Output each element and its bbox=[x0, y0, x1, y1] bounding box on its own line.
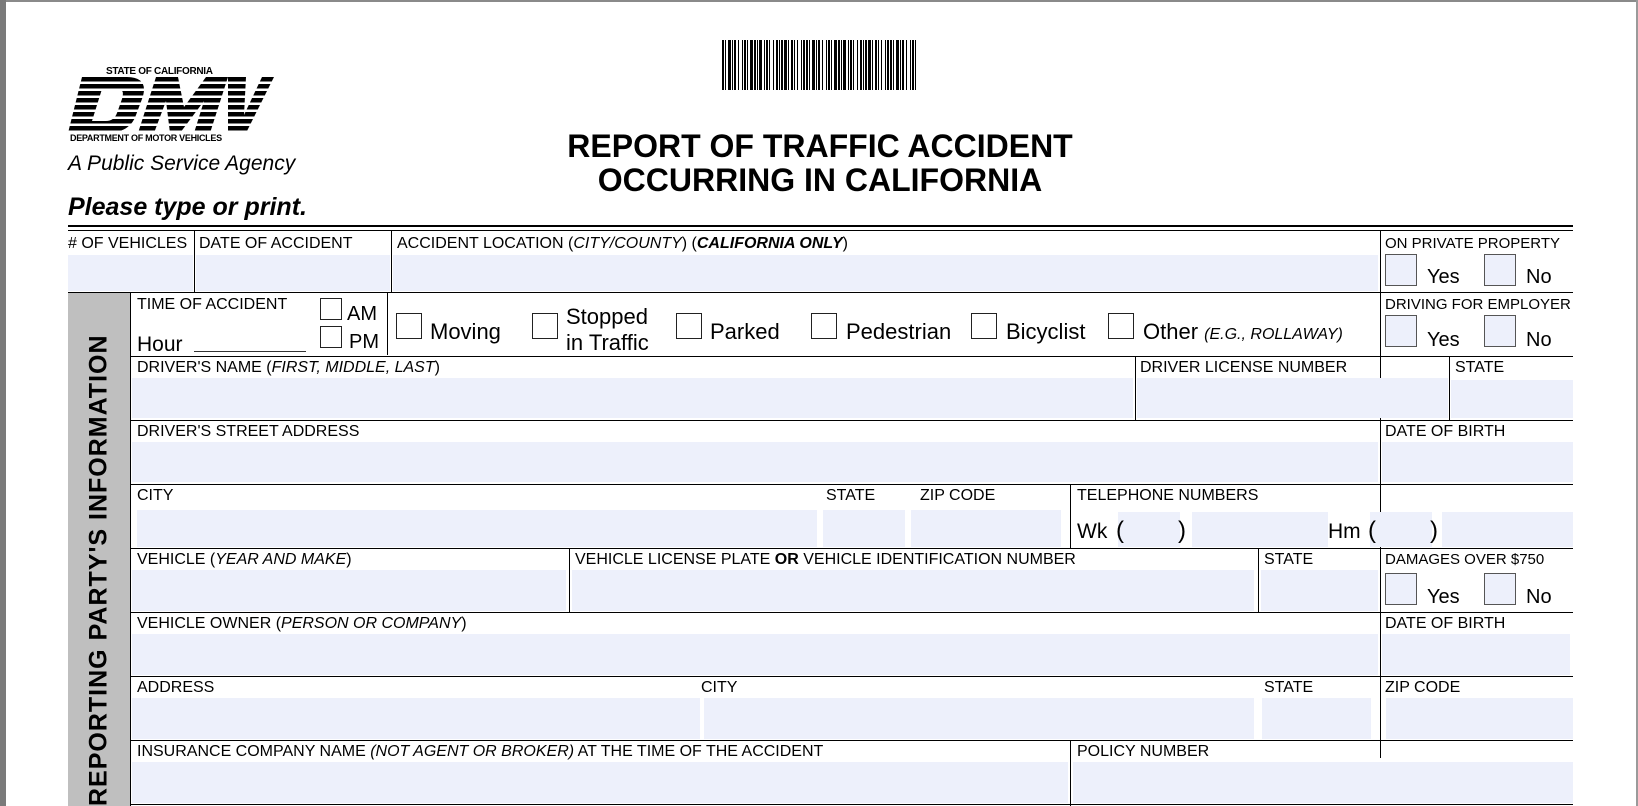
agency-tagline: A Public Service Agency bbox=[68, 152, 296, 175]
barcode-bar bbox=[890, 40, 892, 90]
street-address-label: DRIVER'S STREET ADDRESS bbox=[137, 423, 360, 440]
accident-location-label: ACCIDENT LOCATION (CITY/COUNTY) (CALIFORNIA ONLY) bbox=[397, 235, 848, 252]
driving-for-employer-yes-label: Yes bbox=[1427, 329, 1460, 351]
barcode-bar bbox=[834, 40, 837, 90]
divider bbox=[130, 804, 1573, 805]
drivers-name-field[interactable] bbox=[132, 378, 1133, 418]
barcode-bar bbox=[831, 40, 832, 90]
barcode-bar bbox=[843, 40, 846, 90]
owner-zip-field[interactable] bbox=[1386, 698, 1573, 739]
damages-yes-checkbox[interactable] bbox=[1385, 573, 1417, 605]
barcode-bar bbox=[828, 40, 830, 90]
work-phone-area-code-field[interactable] bbox=[1118, 512, 1180, 547]
vehicle-owner-field[interactable] bbox=[132, 634, 1378, 675]
barcode-bar bbox=[747, 40, 748, 90]
driver-dob-field[interactable] bbox=[1382, 442, 1573, 482]
barcode-bar bbox=[850, 40, 852, 90]
home-area-close-paren: ) bbox=[1430, 517, 1438, 544]
owner-dob-field[interactable] bbox=[1382, 634, 1570, 675]
private-property-no-checkbox[interactable] bbox=[1484, 254, 1516, 286]
owner-address-label: ADDRESS bbox=[137, 679, 215, 696]
divider bbox=[130, 293, 131, 806]
divider bbox=[130, 484, 1573, 485]
barcode-bar bbox=[809, 40, 810, 90]
parked-label: Parked bbox=[710, 319, 780, 344]
owner-zip-label: ZIP CODE bbox=[1385, 679, 1461, 696]
street-address-field[interactable] bbox=[132, 442, 1378, 482]
barcode-bar bbox=[766, 40, 768, 90]
barcode-bar bbox=[776, 40, 778, 90]
driver-license-number-label: DRIVER LICENSE NUMBER bbox=[1140, 359, 1348, 376]
barcode-bar bbox=[878, 40, 879, 90]
barcode-bar bbox=[906, 40, 907, 90]
barcode-bar bbox=[738, 40, 739, 90]
policy-number-field[interactable] bbox=[1073, 762, 1573, 803]
divider bbox=[130, 612, 1573, 613]
license-state-field[interactable] bbox=[1451, 380, 1573, 418]
date-of-accident-label: DATE OF ACCIDENT bbox=[199, 235, 353, 252]
barcode-bar bbox=[826, 40, 827, 90]
divider bbox=[130, 548, 1573, 549]
pm-checkbox[interactable] bbox=[320, 326, 342, 348]
barcode-bar bbox=[759, 40, 762, 90]
drivers-name-label: DRIVER'S NAME (FIRST, MIDDLE, LAST) bbox=[137, 359, 440, 376]
header-rule-bottom bbox=[68, 230, 1573, 231]
owner-city-field[interactable] bbox=[704, 698, 1254, 739]
moving-label: Moving bbox=[430, 319, 501, 344]
barcode-bar bbox=[816, 40, 817, 90]
form-instruction: Please type or print. bbox=[68, 193, 307, 221]
barcode-bar bbox=[806, 40, 808, 90]
insurance-company-label: INSURANCE COMPANY NAME (NOT AGENT OR BROKER) AT THE TIME OF THE ACCIDENT bbox=[137, 743, 824, 760]
barcode-bar bbox=[801, 40, 802, 90]
barcode-bar bbox=[910, 40, 911, 90]
barcode-bar bbox=[868, 40, 871, 90]
barcode-bar bbox=[857, 40, 858, 90]
work-phone-number-field[interactable] bbox=[1192, 512, 1328, 547]
divider bbox=[1380, 231, 1381, 758]
driver-city-label: CITY bbox=[137, 487, 174, 504]
form-title-line2: OCCURRING IN CALIFORNIA bbox=[597, 162, 1043, 198]
barcode-bar bbox=[750, 40, 753, 90]
barcode-bar bbox=[838, 40, 840, 90]
divider bbox=[569, 549, 570, 613]
barcode-bar bbox=[902, 40, 904, 90]
driver-license-number-field[interactable] bbox=[1137, 378, 1448, 418]
date-of-accident-field[interactable] bbox=[196, 255, 390, 291]
logo-department-text: DEPARTMENT OF MOTOR VEHICLES bbox=[70, 133, 222, 143]
divider bbox=[391, 231, 392, 293]
driver-zip-field[interactable] bbox=[911, 510, 1061, 547]
divider bbox=[1135, 357, 1136, 420]
barcode-bar bbox=[788, 40, 789, 90]
barcode-bar bbox=[734, 40, 736, 90]
owner-dob-label: DATE OF BIRTH bbox=[1385, 615, 1506, 632]
vehicle-year-make-label: VEHICLE (YEAR AND MAKE) bbox=[137, 551, 352, 568]
vehicle-state-label: STATE bbox=[1264, 551, 1314, 568]
work-area-close-paren: ) bbox=[1178, 517, 1186, 544]
divider bbox=[1070, 485, 1071, 548]
license-state-label: STATE bbox=[1455, 359, 1505, 376]
driver-zip-label: ZIP CODE bbox=[920, 487, 996, 504]
driver-state-label: STATE bbox=[826, 487, 876, 504]
barcode-bar bbox=[893, 40, 894, 90]
divider bbox=[130, 356, 1573, 357]
damages-no-label: No bbox=[1526, 586, 1552, 608]
barcode-bar bbox=[900, 40, 901, 90]
barcode-bar bbox=[818, 40, 820, 90]
private-property-no-label: No bbox=[1526, 266, 1552, 288]
barcode-bar bbox=[822, 40, 823, 90]
barcode-bar bbox=[812, 40, 815, 90]
barcode-bar bbox=[912, 40, 914, 90]
barcode-icon bbox=[722, 40, 918, 90]
barcode-bar bbox=[803, 40, 805, 90]
policy-number-label: POLICY NUMBER bbox=[1077, 743, 1210, 760]
window-top-border bbox=[0, 0, 1638, 2]
private-property-label: ON PRIVATE PROPERTY bbox=[1385, 235, 1561, 252]
form-title-line1: REPORT OF TRAFFIC ACCIDENT bbox=[567, 128, 1073, 164]
divider bbox=[1258, 549, 1259, 613]
driver-dob-label: DATE OF BIRTH bbox=[1385, 423, 1506, 440]
damages-yes-label: Yes bbox=[1427, 586, 1460, 608]
barcode-bar bbox=[791, 40, 793, 90]
barcode-bar bbox=[757, 40, 758, 90]
home-phone-label: Hm bbox=[1328, 520, 1361, 543]
home-phone-number-field[interactable] bbox=[1442, 512, 1573, 547]
owner-state-field[interactable] bbox=[1262, 698, 1371, 739]
driver-state-field[interactable] bbox=[823, 510, 905, 547]
barcode-bar bbox=[875, 40, 877, 90]
num-vehicles-label: # OF VEHICLES bbox=[68, 235, 188, 252]
telephone-numbers-label: TELEPHONE NUMBERS bbox=[1077, 487, 1259, 504]
header-rule-top bbox=[68, 225, 1573, 227]
barcode-bar bbox=[881, 40, 882, 90]
other-label: Other (E.G., ROLLAWAY) bbox=[1143, 319, 1343, 344]
pedestrian-label: Pedestrian bbox=[846, 319, 952, 344]
divider bbox=[1449, 357, 1450, 420]
barcode-bar bbox=[742, 40, 743, 90]
stopped-in-traffic-label: Stopped in Traffic bbox=[566, 304, 649, 355]
barcode-bar bbox=[853, 40, 854, 90]
window-left-border bbox=[0, 0, 6, 806]
form-title bbox=[520, 129, 1120, 197]
parked-checkbox[interactable] bbox=[676, 313, 702, 339]
private-property-yes-label: Yes bbox=[1427, 266, 1460, 288]
driving-for-employer-yes-checkbox[interactable] bbox=[1385, 315, 1417, 347]
insurance-company-field[interactable] bbox=[132, 762, 1068, 803]
vehicle-plate-vin-label: VEHICLE LICENSE PLATE OR VEHICLE IDENTIFICATION NUMBER bbox=[575, 551, 1076, 568]
divider bbox=[387, 293, 388, 355]
barcode-bar bbox=[722, 40, 724, 90]
am-label: AM bbox=[347, 303, 377, 325]
barcode-bar bbox=[744, 40, 746, 90]
home-area-open-paren: ( bbox=[1368, 517, 1376, 544]
barcode-bar bbox=[773, 40, 774, 90]
barcode-bar bbox=[764, 40, 765, 90]
accident-location-field[interactable] bbox=[393, 255, 1378, 291]
divider bbox=[1070, 741, 1071, 806]
barcode-bar bbox=[797, 40, 798, 90]
divider bbox=[130, 676, 1573, 677]
barcode-bar bbox=[784, 40, 787, 90]
driving-for-employer-no-label: No bbox=[1526, 329, 1552, 351]
other-checkbox[interactable] bbox=[1108, 313, 1134, 339]
home-phone-area-code-field[interactable] bbox=[1370, 512, 1432, 547]
damages-over-750-label: DAMAGES OVER $750 bbox=[1385, 551, 1545, 568]
pedestrian-checkbox[interactable] bbox=[811, 313, 837, 339]
barcode-bar bbox=[863, 40, 864, 90]
driving-for-employer-no-checkbox[interactable] bbox=[1484, 315, 1516, 347]
driver-city-field[interactable] bbox=[137, 510, 817, 547]
barcode-bar bbox=[732, 40, 733, 90]
vehicle-year-make-field[interactable] bbox=[132, 570, 566, 611]
owner-state-label: STATE bbox=[1264, 679, 1314, 696]
vehicle-state-field[interactable] bbox=[1261, 570, 1378, 611]
hour-label: Hour bbox=[137, 333, 183, 356]
num-vehicles-field[interactable] bbox=[68, 255, 193, 291]
work-area-open-paren: ( bbox=[1116, 517, 1124, 544]
barcode-bar bbox=[779, 40, 780, 90]
bicyclist-label: Bicyclist bbox=[1006, 319, 1086, 344]
barcode-bar bbox=[848, 40, 849, 90]
pm-label: PM bbox=[349, 331, 379, 353]
stopped-in-traffic-checkbox[interactable] bbox=[532, 313, 558, 339]
owner-address-field[interactable] bbox=[132, 698, 700, 739]
reporting-party-section-label: REPORTING PARTY'S INFORMATION bbox=[84, 334, 113, 806]
owner-city-label: CITY bbox=[701, 679, 738, 696]
logo-state-text: STATE OF CALIFORNIA bbox=[106, 66, 213, 77]
dmv-wordmark-icon bbox=[68, 77, 274, 133]
moving-checkbox[interactable] bbox=[396, 313, 422, 339]
work-phone-label: Wk bbox=[1077, 520, 1108, 543]
barcode-bar bbox=[725, 40, 726, 90]
time-of-accident-label: TIME OF ACCIDENT bbox=[137, 296, 288, 313]
am-checkbox[interactable] bbox=[320, 298, 342, 320]
divider bbox=[194, 231, 195, 293]
divider bbox=[130, 740, 1573, 741]
divider bbox=[68, 292, 1573, 293]
barcode-bar bbox=[860, 40, 862, 90]
barcode-bar bbox=[728, 40, 731, 90]
barcode-bar bbox=[841, 40, 842, 90]
barcode-bar bbox=[781, 40, 783, 90]
vehicle-plate-vin-field[interactable] bbox=[572, 570, 1254, 611]
driving-for-employer-label: DRIVING FOR EMPLOYER bbox=[1385, 296, 1571, 313]
barcode-bar bbox=[769, 40, 770, 90]
hour-input-line[interactable] bbox=[194, 351, 306, 352]
reporting-party-section bbox=[68, 293, 130, 806]
barcode-bar bbox=[865, 40, 867, 90]
barcode-bar bbox=[754, 40, 756, 90]
barcode-bar bbox=[885, 40, 886, 90]
divider bbox=[130, 420, 1573, 421]
private-property-yes-checkbox[interactable] bbox=[1385, 254, 1417, 286]
barcode-bar bbox=[794, 40, 795, 90]
barcode-bar bbox=[872, 40, 873, 90]
barcode-bar bbox=[915, 40, 916, 90]
damages-no-checkbox[interactable] bbox=[1484, 573, 1516, 605]
barcode-bar bbox=[896, 40, 899, 90]
barcode-bar bbox=[887, 40, 889, 90]
bicyclist-checkbox[interactable] bbox=[971, 313, 997, 339]
vehicle-owner-label: VEHICLE OWNER (PERSON OR COMPANY) bbox=[137, 615, 467, 632]
